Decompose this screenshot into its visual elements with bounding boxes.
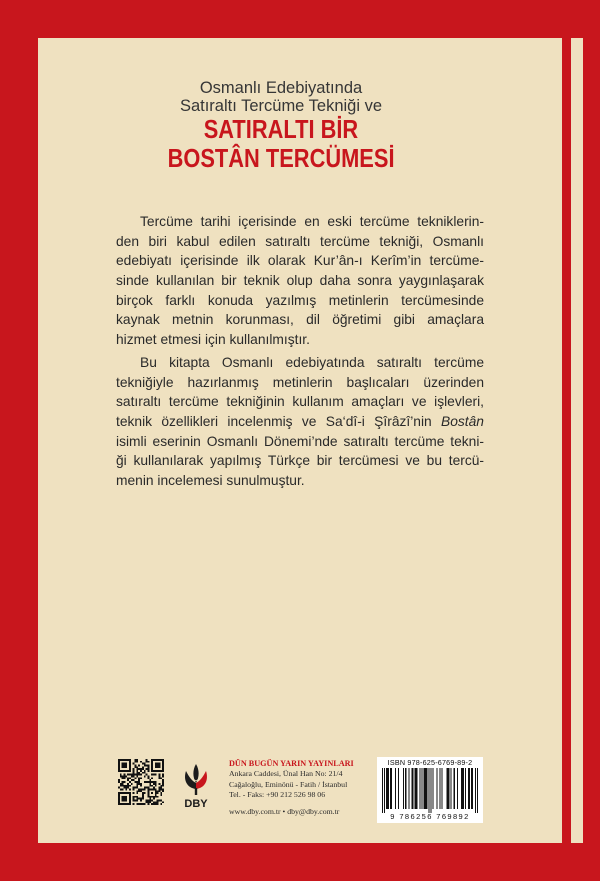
text-line: birçok farklı konuda yazılmış metinlerin tercümesinde bbox=[116, 292, 484, 308]
qr-module bbox=[162, 779, 164, 781]
text-line: kaynak metnin korunması, dil öğretimi gibi amaçlara bbox=[116, 312, 484, 328]
spine-strip bbox=[571, 38, 583, 843]
qr-module bbox=[146, 759, 148, 761]
qr-module bbox=[133, 799, 139, 801]
publisher-address-line-2: Cağaloğlu, Eminönü - Fatih / İstanbul bbox=[229, 779, 348, 789]
qr-module bbox=[147, 777, 149, 779]
qr-module bbox=[125, 788, 127, 790]
barcode-bar bbox=[398, 768, 399, 809]
qr-module bbox=[155, 790, 161, 792]
qr-module bbox=[133, 772, 135, 774]
qr-module bbox=[147, 792, 149, 794]
qr-module bbox=[133, 763, 135, 765]
qr-module bbox=[136, 792, 138, 794]
qr-module bbox=[160, 794, 162, 796]
qr-module bbox=[127, 779, 129, 781]
qr-module bbox=[144, 787, 150, 789]
qr-module bbox=[120, 785, 131, 787]
qr-module bbox=[122, 777, 126, 779]
qr-module bbox=[138, 765, 140, 767]
barcode-bar bbox=[386, 768, 389, 809]
text-line: satıraltı tercüme tekniğinin kullanım amaçları ve işlevleri, bbox=[116, 394, 484, 410]
qr-module bbox=[147, 803, 149, 805]
qr-module bbox=[133, 768, 135, 770]
qr-module bbox=[162, 790, 164, 792]
barcode-bar bbox=[451, 768, 452, 809]
qr-module bbox=[138, 777, 142, 779]
qr-module bbox=[138, 779, 140, 781]
qr-module bbox=[140, 770, 142, 772]
qr-module bbox=[155, 792, 159, 794]
qr-module bbox=[142, 766, 144, 768]
qr-module bbox=[120, 783, 124, 785]
qr-module bbox=[144, 765, 150, 767]
qr-module bbox=[149, 783, 151, 785]
qr-module bbox=[131, 783, 133, 785]
book-title-line-2 bbox=[131, 144, 431, 173]
text-line: Tercüme tarihi içerisinde en eski tercüme tekniklerin- bbox=[140, 214, 484, 229]
qr-module bbox=[124, 787, 130, 789]
barcode-bar bbox=[457, 768, 458, 809]
qr-module bbox=[151, 792, 153, 794]
qr-module bbox=[127, 774, 142, 776]
qr-finder bbox=[122, 796, 128, 802]
blurb bbox=[116, 212, 484, 491]
qr-module bbox=[124, 774, 126, 776]
book-title-line-2-text: BOSTÂN TERCÜMESİ bbox=[167, 143, 395, 173]
qr-module bbox=[158, 788, 164, 790]
qr-module bbox=[160, 785, 164, 787]
logo-text: DBY bbox=[184, 798, 208, 810]
book-name-italic: Bostân bbox=[441, 413, 484, 429]
qr-module bbox=[136, 803, 145, 805]
barcode-guard-bar bbox=[428, 768, 429, 813]
qr-module bbox=[135, 759, 139, 761]
barcode-bar bbox=[465, 768, 466, 809]
qr-module bbox=[144, 776, 146, 778]
barcode-guard-bar bbox=[475, 768, 476, 813]
text-line: isimli eserinin Osmanlı Dönemi’nde satıraltı tercüme tekni- bbox=[116, 433, 484, 449]
qr-module bbox=[155, 785, 157, 787]
barcode-bar bbox=[421, 768, 422, 809]
qr-module bbox=[120, 788, 124, 790]
qr-module bbox=[162, 781, 164, 783]
qr-module bbox=[136, 772, 140, 774]
qr-module bbox=[146, 799, 153, 801]
publisher-name: DÜN BUGÜN YARIN YAYINLARI bbox=[229, 758, 354, 768]
qr-module bbox=[146, 761, 150, 763]
qr-module bbox=[136, 776, 138, 778]
qr-module bbox=[147, 790, 149, 792]
qr-module bbox=[118, 779, 120, 781]
qr-module bbox=[155, 794, 157, 796]
qr-module bbox=[136, 770, 138, 772]
qr-module bbox=[157, 799, 163, 801]
qr-module bbox=[160, 792, 162, 794]
barcode-bar bbox=[411, 768, 413, 809]
barcode-guard-bar bbox=[384, 768, 385, 813]
text-line: tekniğiyle hazırlanmış metinlerin başlıcaları üzerinden bbox=[116, 374, 484, 390]
qr-module bbox=[133, 770, 135, 772]
qr-module bbox=[160, 803, 162, 805]
barcode-guard-bar bbox=[431, 768, 432, 813]
qr-module bbox=[151, 774, 157, 776]
qr-module bbox=[135, 761, 139, 763]
qr-module bbox=[136, 785, 138, 787]
publisher-web: www.dby.com.tr • dby@dby.com.tr bbox=[229, 807, 340, 816]
qr-module bbox=[129, 788, 131, 790]
qr-module bbox=[162, 783, 164, 785]
title-block bbox=[131, 79, 431, 173]
qr-module bbox=[142, 794, 144, 796]
qr-module bbox=[144, 770, 146, 772]
qr-module bbox=[147, 770, 149, 772]
qr-module bbox=[118, 787, 120, 789]
barcode-bar bbox=[403, 768, 404, 809]
qr-module bbox=[149, 785, 153, 787]
logo-stem bbox=[195, 788, 197, 795]
qr-module bbox=[138, 788, 145, 790]
qr-module bbox=[149, 798, 151, 800]
qr-module bbox=[147, 796, 158, 798]
qr-module bbox=[136, 783, 142, 785]
qr-module bbox=[162, 774, 164, 776]
qr-module bbox=[144, 781, 157, 783]
qr-module bbox=[136, 768, 143, 770]
qr-module bbox=[136, 790, 142, 792]
qr-module bbox=[122, 781, 126, 783]
text-line: den biri kabul edilen satıraltı tercüme tekniği, Osmanlı bbox=[116, 233, 484, 249]
barcode-bar bbox=[461, 768, 464, 809]
qr-module bbox=[153, 787, 155, 789]
barcode-guard-bar bbox=[477, 768, 478, 813]
book-title-line-1 bbox=[131, 115, 431, 144]
qr-module bbox=[153, 801, 159, 803]
qr-module bbox=[142, 792, 146, 794]
qr-module bbox=[133, 792, 135, 794]
qr-module bbox=[133, 803, 135, 805]
qr-finder bbox=[122, 763, 128, 769]
barcode-bar bbox=[468, 768, 470, 809]
text-line: hizmet etmesi için kullanılmıştır. bbox=[116, 332, 310, 348]
isbn-box bbox=[377, 757, 483, 823]
qr-module bbox=[118, 781, 120, 783]
barcode-bar bbox=[447, 768, 450, 809]
qr-module bbox=[149, 779, 151, 781]
qr-module bbox=[147, 794, 149, 796]
qr-module bbox=[153, 783, 157, 785]
barcode-bar bbox=[454, 768, 455, 809]
barcode-bar bbox=[395, 768, 396, 809]
qr-module bbox=[146, 768, 150, 770]
qr-module bbox=[147, 766, 149, 768]
qr-module bbox=[140, 785, 142, 787]
barcode-bar bbox=[437, 768, 438, 809]
qr-module bbox=[140, 799, 142, 801]
qr-module bbox=[158, 776, 160, 778]
barcode-icon bbox=[382, 768, 478, 813]
publisher-phone: Tel. - Faks: +90 212 526 98 06 bbox=[229, 790, 326, 799]
qr-module bbox=[136, 798, 143, 800]
barcode-guard-bar bbox=[382, 768, 383, 813]
qr-module bbox=[158, 787, 162, 789]
blurb-paragraph-2 bbox=[116, 353, 484, 491]
barcode-bar bbox=[405, 768, 406, 809]
qr-module bbox=[158, 774, 160, 776]
qr-module bbox=[162, 776, 164, 778]
qr-module bbox=[162, 801, 164, 803]
qr-finder bbox=[155, 763, 161, 769]
blurb-paragraph-1 bbox=[116, 212, 484, 350]
book-title-line-1-text: SATIRALTI BİR bbox=[203, 114, 359, 144]
subtitle-line-2: Satıraltı Tercüme Tekniği ve bbox=[179, 97, 383, 115]
qr-module bbox=[142, 763, 146, 765]
barcode-bar bbox=[442, 768, 443, 809]
text-line: menin incelemesi sunulmuştur. bbox=[116, 472, 305, 488]
barcode-bar bbox=[419, 768, 420, 809]
text-line bbox=[116, 412, 484, 432]
barcode-bar bbox=[390, 768, 392, 809]
text-line-segment: teknik özellikleri incelenmiş ve Sa‘dî-i Şîrâzî’nin bbox=[116, 413, 432, 429]
qr-module bbox=[131, 779, 135, 781]
publisher-logo-icon bbox=[181, 762, 211, 810]
qr-module bbox=[127, 777, 131, 779]
text-line: edebiyatı içerisinde ilk olarak Kur’ân-ı Kerîm’in tercüme- bbox=[116, 253, 484, 269]
barcode-bar bbox=[440, 768, 441, 809]
qr-module bbox=[135, 765, 137, 767]
qr-module bbox=[142, 772, 146, 774]
qr-module bbox=[140, 761, 142, 763]
barcode-digits: 9 786256 769892 bbox=[390, 812, 470, 821]
qr-module bbox=[135, 777, 137, 779]
qr-module bbox=[135, 766, 139, 768]
isbn-label: ISBN 978-625-6769-89-2 bbox=[387, 758, 473, 767]
qr-module bbox=[146, 774, 148, 776]
qr-module bbox=[135, 781, 141, 783]
text-line: sinde kullanılan bir teknik olup daha sonra yaygınlaşarak bbox=[116, 273, 484, 289]
qr-code-icon bbox=[118, 759, 164, 805]
qr-module bbox=[146, 801, 152, 803]
qr-module bbox=[131, 776, 135, 778]
qr-module bbox=[133, 787, 139, 789]
barcode-bar bbox=[414, 768, 417, 809]
barcode-bar bbox=[471, 768, 473, 809]
publisher-address-line-1: Ankara Caddesi, Ünal Han No: 21/4 bbox=[229, 769, 343, 778]
qr-module bbox=[133, 788, 135, 790]
qr-module bbox=[147, 776, 149, 778]
qr-module bbox=[120, 776, 127, 778]
qr-module bbox=[142, 796, 144, 798]
text-line: ği kullanılarak yapılmış Türkçe bir tercümesi ve bu tercü- bbox=[116, 453, 484, 469]
qr-module bbox=[129, 781, 131, 783]
barcode-bar bbox=[408, 768, 409, 809]
qr-module bbox=[120, 774, 122, 776]
qr-module bbox=[151, 777, 153, 779]
qr-module bbox=[158, 783, 160, 785]
qr-module bbox=[133, 798, 135, 800]
text-line: Bu kitapta Osmanlı edebiyatında satıraltı tercüme bbox=[140, 354, 484, 370]
barcode-bar bbox=[423, 768, 427, 809]
qr-module bbox=[147, 788, 156, 790]
qr-module bbox=[158, 777, 162, 779]
barcode-bar bbox=[433, 768, 434, 809]
qr-module bbox=[151, 803, 158, 805]
subtitle-line-1: Osmanlı Edebiyatında bbox=[199, 79, 363, 97]
qr-module bbox=[127, 783, 129, 785]
publisher-info bbox=[229, 759, 354, 818]
qr-module bbox=[133, 796, 139, 798]
qr-module bbox=[153, 798, 155, 800]
